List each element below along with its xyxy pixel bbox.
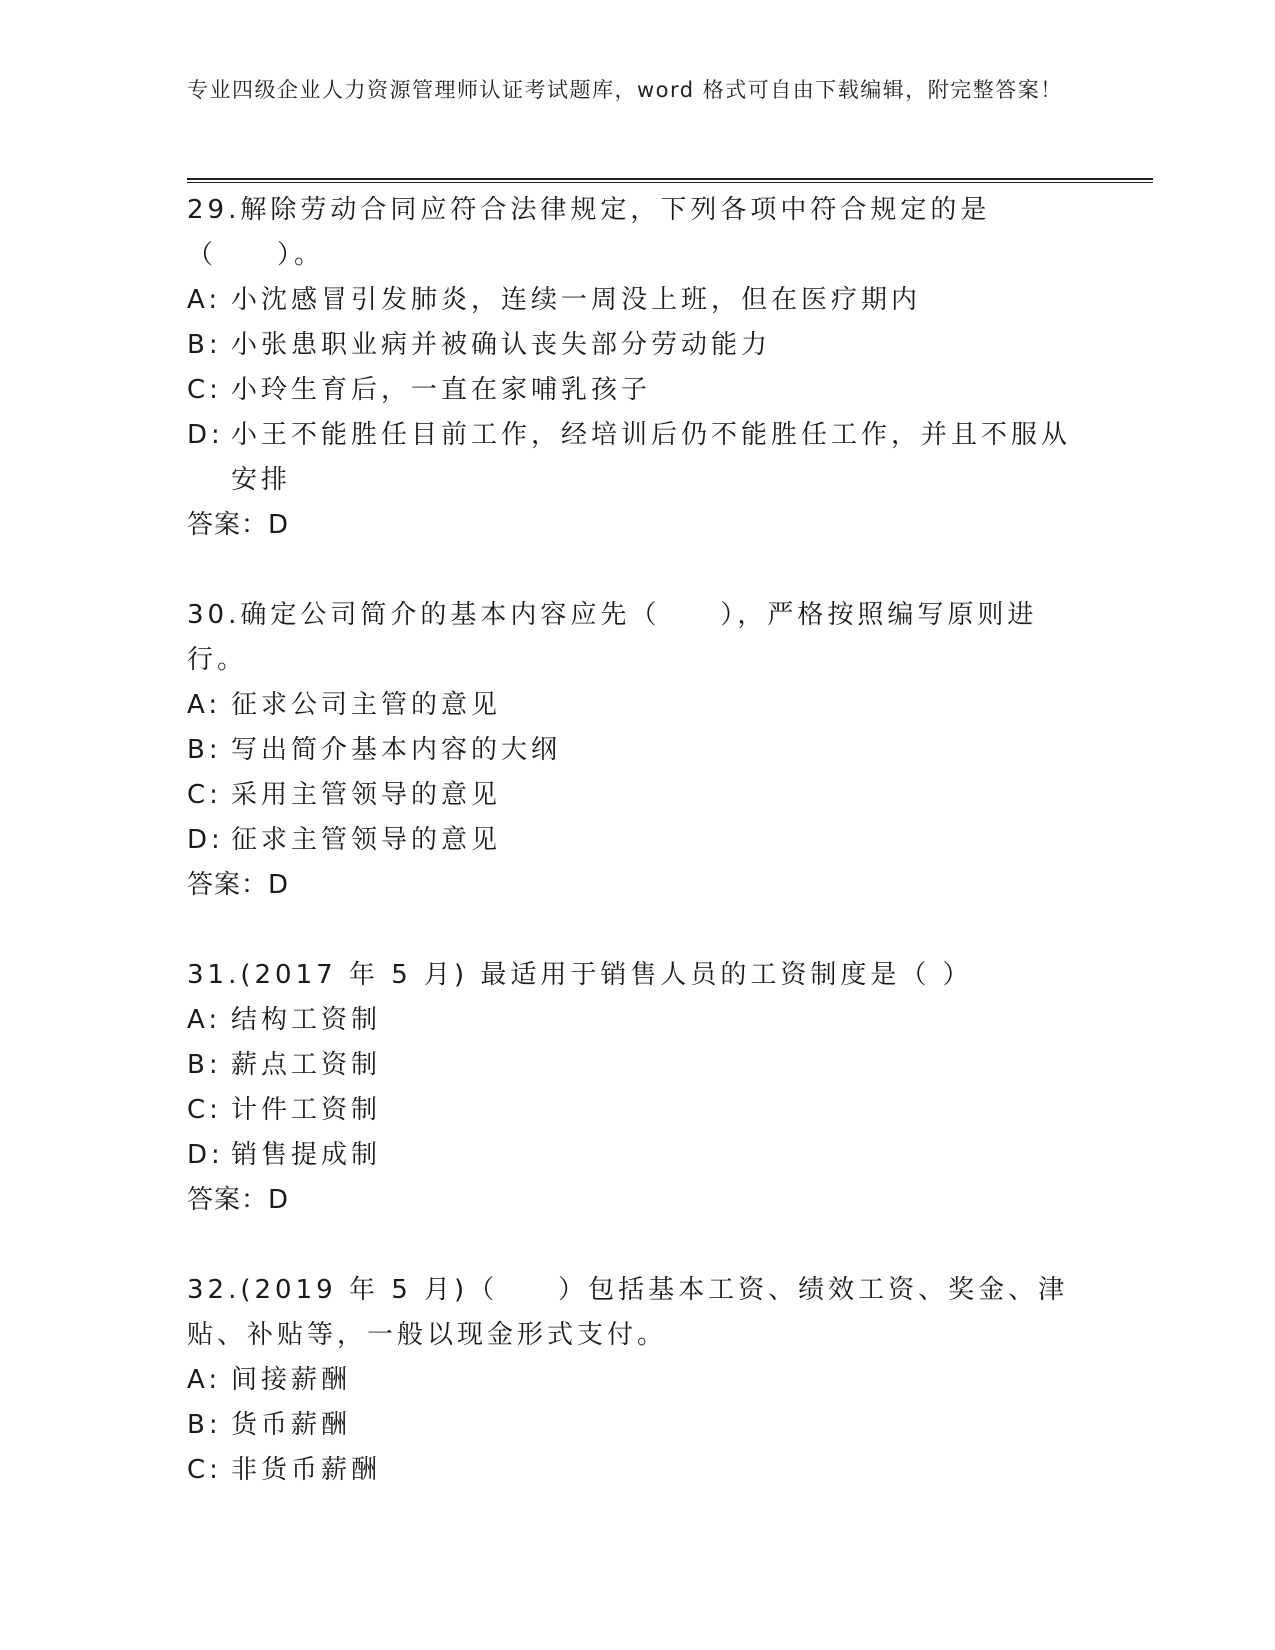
question-stem: 30.确定公司简介的基本内容应先（ ），严格按照编写原则进行。 <box>187 600 1038 675</box>
question-spacer <box>187 548 1087 593</box>
question-30 <box>187 593 1087 908</box>
question-stem: 32.(2019 年 5 月)（ ）包括基本工资、绩效工资、奖金、津贴、补贴等，一般以现金形式支付。 <box>187 1275 1069 1350</box>
option-text: 小张患职业病并被确认丧失部分劳动能力 <box>231 330 772 360</box>
option-letter: D: <box>187 420 224 450</box>
question-31 <box>187 953 1087 1223</box>
option-c <box>187 368 1087 413</box>
document-header: 专业四级企业人力资源管理师认证考试题库，word 格式可自由下载编辑，附完整答案！ <box>187 78 1063 102</box>
header-divider-thick <box>187 178 1153 180</box>
option-b <box>187 1043 1087 1088</box>
option-b <box>187 728 1087 773</box>
option-letter: C: <box>187 375 222 405</box>
option-d <box>187 413 1087 503</box>
question-list <box>187 188 1087 1493</box>
option-text: 销售提成制 <box>231 1140 382 1170</box>
option-text: 薪点工资制 <box>231 1050 382 1080</box>
option-letter: A: <box>187 690 222 720</box>
option-a <box>187 683 1087 728</box>
option-a <box>187 998 1087 1043</box>
option-text: 征求主管领导的意见 <box>231 825 502 855</box>
option-text: 小王不能胜任目前工作，经培训后仍不能胜任工作，并且不服从安排 <box>231 420 1072 495</box>
option-c <box>187 1088 1087 1133</box>
option-letter: D: <box>187 825 224 855</box>
option-a <box>187 278 1087 323</box>
option-c <box>187 773 1087 818</box>
option-letter: C: <box>187 780 222 810</box>
option-letter: B: <box>187 1410 222 1440</box>
option-letter: B: <box>187 735 222 765</box>
option-a <box>187 1358 1087 1403</box>
option-text: 写出简介基本内容的大纲 <box>231 735 562 765</box>
question-stem: 31.(2017 年 5 月) 最适用于销售人员的工资制度是（ ） <box>187 960 973 990</box>
option-letter: A: <box>187 1365 222 1395</box>
option-text: 采用主管领导的意见 <box>231 780 502 810</box>
question-29 <box>187 188 1087 548</box>
option-text: 征求公司主管的意见 <box>231 690 502 720</box>
question-32 <box>187 1268 1087 1493</box>
option-letter: C: <box>187 1455 222 1485</box>
option-text: 非货币薪酬 <box>231 1455 382 1485</box>
option-text: 计件工资制 <box>231 1095 382 1125</box>
option-letter: C: <box>187 1095 222 1125</box>
option-letter: A: <box>187 285 222 315</box>
answer-line: 答案：D <box>187 1185 290 1215</box>
option-letter: A: <box>187 1005 222 1035</box>
option-d <box>187 1133 1087 1178</box>
option-text: 货币薪酬 <box>231 1410 352 1440</box>
option-c <box>187 1448 1087 1493</box>
header-divider-thin <box>187 182 1153 183</box>
option-letter: B: <box>187 330 222 360</box>
option-letter: B: <box>187 1050 222 1080</box>
option-b <box>187 323 1087 368</box>
answer-line: 答案：D <box>187 870 290 900</box>
option-text: 小玲生育后，一直在家哺乳孩子 <box>231 375 652 405</box>
answer-line: 答案：D <box>187 510 290 540</box>
question-stem: 29.解除劳动合同应符合法律规定，下列各项中符合规定的是（ ）。 <box>187 195 991 270</box>
option-text: 间接薪酬 <box>231 1365 352 1395</box>
option-d <box>187 818 1087 863</box>
option-text: 结构工资制 <box>231 1005 382 1035</box>
option-b <box>187 1403 1087 1448</box>
option-letter: D: <box>187 1140 224 1170</box>
question-spacer <box>187 908 1087 953</box>
option-text: 小沈感冒引发肺炎，连续一周没上班，但在医疗期内 <box>231 285 922 315</box>
question-spacer <box>187 1223 1087 1268</box>
